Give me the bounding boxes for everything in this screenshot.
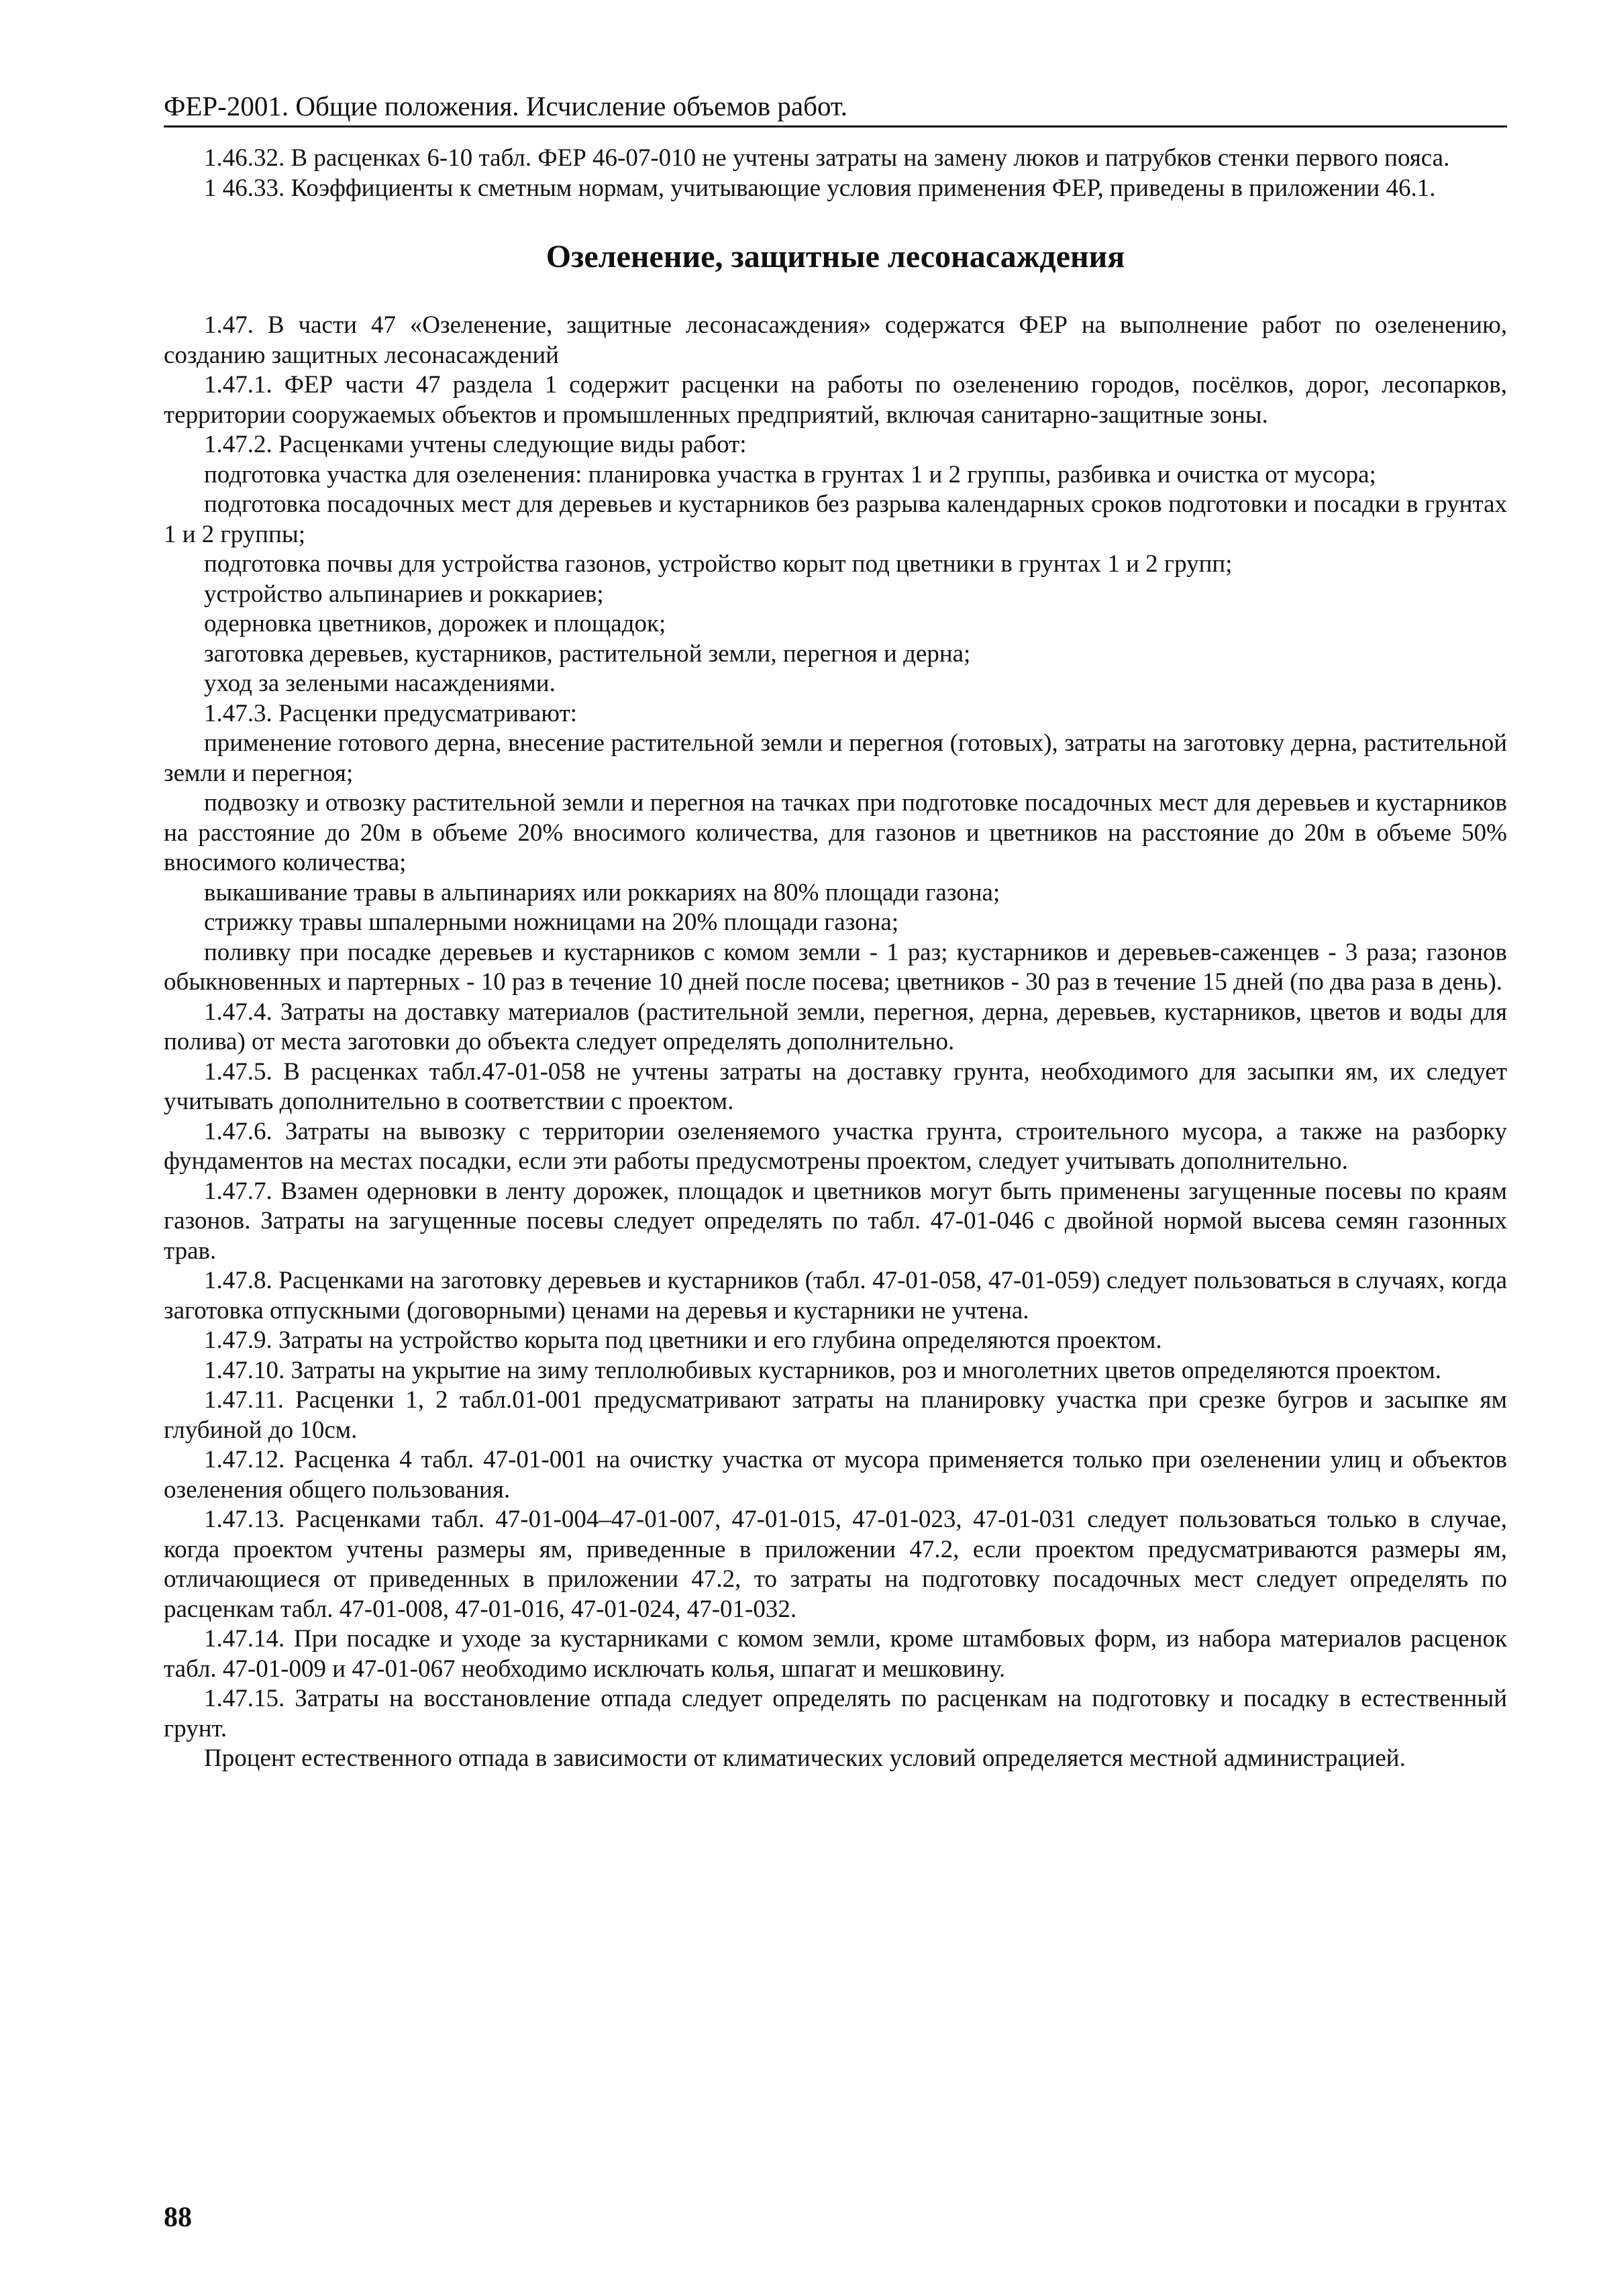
paragraph-1-46-33: 1 46.33. Коэффициенты к сметным нормам, учитывающие условия применения ФЕР, приведены в приложении 46.1. <box>204 174 1436 202</box>
paragraph: 1.47.5. В расценках табл.47-01-058 не учтены затраты на доставку грунта, необходимого для засыпки ям, их следует учитывать дополнительно в соответствии с проектом. <box>164 1057 1507 1115</box>
paragraph: заготовка деревьев, кустарников, растительной земли, перегноя и дерна; <box>204 639 971 668</box>
paragraph: 1.47.15. Затраты на восстановление отпада следует определять по расценкам на подготовку и посадку в естественный грунт. <box>164 1685 1507 1742</box>
paragraph: 1.47.11. Расценки 1, 2 табл.01-001 предусматривают затраты на планировку участка при срезке бугров и засыпке ям глубиной до 10см. <box>164 1386 1507 1444</box>
section-title: Озеленение, защитные лесонасаждения <box>546 239 1125 274</box>
paragraph: 1.47.8. Расценками на заготовку деревьев и кустарников (табл. 47-01-058, 47-01-059) следует пользоваться в случаях, когда заготовка отпускными (договорными) ценами на деревья и кустарники не учтена. <box>164 1267 1507 1324</box>
paragraph: Процент естественного отпада в зависимости от климатических условий определяется местной администрацией. <box>204 1744 1406 1772</box>
paragraph: поливку при посадке деревьев и кустарников с комом земли - 1 раз; кустарников и деревьев-саженцев - 3 раза; газонов обыкновенных и партерных - 10 раз в течение 10 дней после посева; цветников - 30 раз в течение 15 дней (по два раза в день). <box>164 938 1507 996</box>
paragraph: уход за зелеными насаждениями. <box>204 670 556 697</box>
paragraph: 1.47.9. Затраты на устройство корыта под цветники и его глубина определяются проектом. <box>204 1326 1162 1354</box>
section-paragraphs <box>164 311 1507 1774</box>
page-number: 88 <box>164 2202 192 2233</box>
paragraph: подготовка посадочных мест для деревьев и кустарников без разрыва календарных сроков подготовки и посадки в грунтах 1 и 2 группы; <box>164 490 1507 548</box>
paragraph: 1.47.6. Затраты на вывозку с территории озеленяемого участка грунта, строительного мусора, а также на разборку фундаментов на местах посадки, если эти работы предусмотрены проектом, следует учитывать дополнительно. <box>164 1117 1507 1175</box>
page-header <box>164 86 1507 127</box>
paragraph: одерновка цветников, дорожек и площадок; <box>204 610 666 637</box>
document-body <box>164 144 1507 1774</box>
paragraph: 1.47.10. Затраты на укрытие на зиму теплолюбивых кустарников, роз и многолетних цветов определяются проектом. <box>204 1356 1442 1384</box>
paragraph: выкашивание травы в альпинариях или роккариях на 80% площади газона; <box>204 878 1000 906</box>
paragraph: подготовка почвы для устройства газонов, устройство корыт под цветники в грунтах 1 и 2 групп; <box>204 550 1233 578</box>
paragraph: 1.47.1. ФЕР части 47 раздела 1 содержит расценки на работы по озеленению городов, посёлков, дорог, лесопарков, территории сооружаемых объектов и промышленных предприятий, включая санитарно-защитные зоны. <box>164 371 1507 429</box>
running-title: ФЕР-2001. Общие положения. Исчисление объемов работ. <box>164 91 848 121</box>
paragraph: 1.47.14. При посадке и уходе за кустарниками с комом земли, кроме штамбовых форм, из набора материалов расценок табл. 47-01-009 и 47-01-067 необходимо исключать колья, шпагат и мешковину. <box>164 1625 1507 1683</box>
paragraph: 1.47.4. Затраты на доставку материалов (растительной земли, перегноя, дерна, деревьев, кустарников, цветов и воды для полива) от места заготовки до объекта следует определять дополнительно. <box>164 998 1507 1055</box>
paragraph: стрижку травы шпалерными ножницами на 20% площади газона; <box>204 908 899 936</box>
paragraph: 1.47.2. Расценками учтены следующие виды работ: <box>204 431 747 458</box>
paragraph: подготовка участка для озеленения: планировка участка в грунтах 1 и 2 группы, разбивка и очистка от мусора; <box>204 460 1376 488</box>
paragraph: 1.47.3. Расценки предусматривают: <box>204 699 578 727</box>
paragraph: подвозку и отвозку растительной земли и перегноя на тачках при подготовке посадочных мест для деревьев и кустарников на расстояние до 20м в объеме 20% вносимого количества, для газонов и цветников на расстояние до 20м в объеме 50% вносимого количества; <box>164 789 1507 876</box>
paragraph: 1.47.13. Расценками табл. 47-01-004–47-01-007, 47-01-015, 47-01-023, 47-01-031 следует пользоваться только в случае, когда проектом учтены размеры ям, приведенные в приложении 47.2, если проектом предусматриваются размеры ям, отличающиеся от приведенных в приложении 47.2, то затраты на подготовку посадочных мест следует определять по расценкам табл. 47-01-008, 47-01-016, 47-01-024, 47-01-032. <box>164 1506 1507 1623</box>
paragraph: 1.47.7. Взамен одерновки в ленту дорожек, площадок и цветников могут быть применены загущенные посевы по краям газонов. Затраты на загущенные посевы следует определять по табл. 47-01-046 с двойной нормой высева семян газонных трав. <box>164 1177 1507 1265</box>
paragraph: применение готового дерна, внесение растительной земли и перегноя (готовых), затраты на заготовку дерна, растительной земли и перегноя; <box>164 729 1507 787</box>
paragraph-1-46-32: 1.46.32. В расценках 6-10 табл. ФЕР 46-07-010 не учтены затраты на замену люков и патрубков стенки первого пояса. <box>204 144 1450 172</box>
paragraph: 1.47. В части 47 «Озеленение, защитные лесонасаждения» содержатся ФЕР на выполнение работ по озеленению, созданию защитных лесонасаждений <box>164 311 1507 369</box>
paragraph: устройство альпинариев и роккариев; <box>204 580 604 608</box>
paragraph: 1.47.12. Расценка 4 табл. 47-01-001 на очистку участка от мусора применяется только при озеленении улиц и объектов озеленения общего пользования. <box>164 1446 1507 1504</box>
